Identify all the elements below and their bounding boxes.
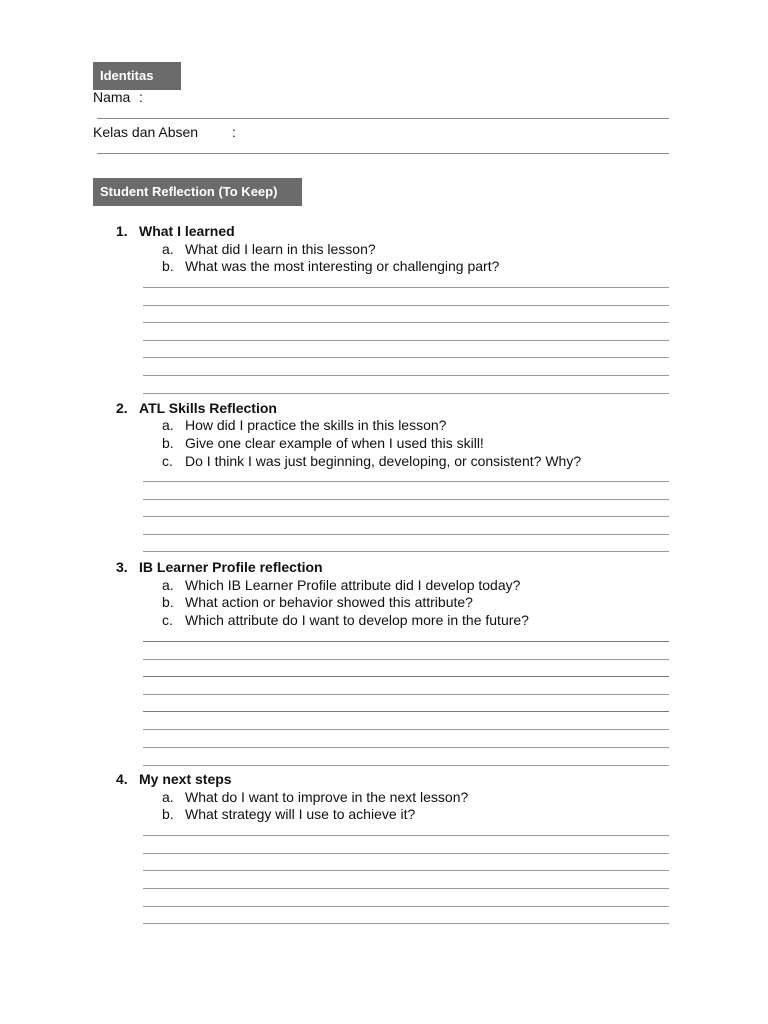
question-4-title	[116, 771, 232, 787]
question-title-text: What I learned	[139, 223, 235, 239]
kelas-absen-input-line[interactable]	[97, 153, 669, 154]
kelas-absen-label: Kelas dan Absen	[93, 124, 199, 140]
question-title-text: My next steps	[139, 771, 232, 787]
item-letter: a.	[162, 241, 174, 257]
item-text: Do I think I was just beginning, developing, or consistent? Why?	[185, 453, 582, 469]
nama-colon: :	[139, 89, 143, 105]
question-number: 4.	[116, 771, 128, 787]
question-3-item-c	[162, 612, 529, 628]
item-text: What strategy will I use to achieve it?	[185, 806, 416, 822]
item-text: How did I practice the skills in this lesson?	[185, 417, 447, 433]
answer-line[interactable]	[143, 481, 669, 482]
answer-line[interactable]	[143, 711, 669, 712]
answer-line[interactable]	[143, 551, 669, 552]
item-letter: b.	[162, 594, 174, 610]
answer-line[interactable]	[143, 357, 669, 358]
answer-line[interactable]	[143, 393, 669, 394]
item-letter: a.	[162, 417, 174, 433]
item-letter: a.	[162, 789, 174, 805]
nama-input-line[interactable]	[97, 118, 669, 119]
question-3-item-b	[162, 594, 473, 610]
item-letter: b.	[162, 258, 174, 274]
answer-line[interactable]	[143, 499, 669, 500]
question-2-item-c	[162, 453, 581, 469]
answer-line[interactable]	[143, 322, 669, 323]
question-2-item-b	[162, 435, 484, 451]
question-2-title	[116, 400, 277, 416]
item-text: What did I learn in this lesson?	[185, 241, 376, 257]
question-3-title	[116, 559, 323, 575]
answer-line[interactable]	[143, 659, 669, 660]
answer-line[interactable]	[143, 694, 669, 695]
answer-line[interactable]	[143, 923, 669, 924]
nama-label: Nama	[93, 89, 131, 105]
question-1-title	[116, 223, 235, 239]
answer-line[interactable]	[143, 516, 669, 517]
answer-line[interactable]	[143, 747, 669, 748]
question-4-item-a	[162, 789, 468, 805]
question-title-text: ATL Skills Reflection	[139, 400, 277, 416]
question-number: 3.	[116, 559, 128, 575]
question-3-item-a	[162, 577, 520, 593]
answer-line[interactable]	[143, 853, 669, 854]
item-text: What was the most interesting or challenging part?	[185, 258, 500, 274]
item-letter: c.	[162, 612, 173, 628]
item-letter: c.	[162, 453, 173, 469]
question-title-text: IB Learner Profile reflection	[139, 559, 323, 575]
answer-line[interactable]	[143, 906, 669, 907]
answer-line[interactable]	[143, 305, 669, 306]
question-number: 1.	[116, 223, 128, 239]
question-2-item-a	[162, 417, 446, 433]
item-text: Which IB Learner Profile attribute did I develop today?	[185, 577, 521, 593]
nama-field	[93, 89, 143, 105]
answer-line[interactable]	[143, 835, 669, 836]
answer-line[interactable]	[143, 765, 669, 766]
answer-line[interactable]	[143, 375, 669, 376]
answer-line[interactable]	[143, 676, 669, 677]
item-text: Give one clear example of when I used this skill!	[185, 435, 484, 451]
question-number: 2.	[116, 400, 128, 416]
answer-line[interactable]	[143, 641, 669, 642]
item-text: What action or behavior showed this attribute?	[185, 594, 473, 610]
answer-line[interactable]	[143, 340, 669, 341]
student-reflection-header: Student Reflection (To Keep)	[93, 178, 302, 206]
question-4-item-b	[162, 806, 415, 822]
identitas-header: Identitas	[93, 62, 181, 90]
question-1-item-a	[162, 241, 376, 257]
answer-line[interactable]	[143, 534, 669, 535]
item-letter: b.	[162, 435, 174, 451]
question-1-item-b	[162, 258, 499, 274]
item-text: Which attribute do I want to develop more in the future?	[185, 612, 529, 628]
answer-line[interactable]	[143, 287, 669, 288]
answer-line[interactable]	[143, 870, 669, 871]
kelas-absen-colon: :	[232, 124, 236, 140]
item-letter: a.	[162, 577, 174, 593]
item-text: What do I want to improve in the next lesson?	[185, 789, 469, 805]
answer-line[interactable]	[143, 729, 669, 730]
kelas-absen-field	[93, 124, 236, 140]
answer-line[interactable]	[143, 888, 669, 889]
item-letter: b.	[162, 806, 174, 822]
